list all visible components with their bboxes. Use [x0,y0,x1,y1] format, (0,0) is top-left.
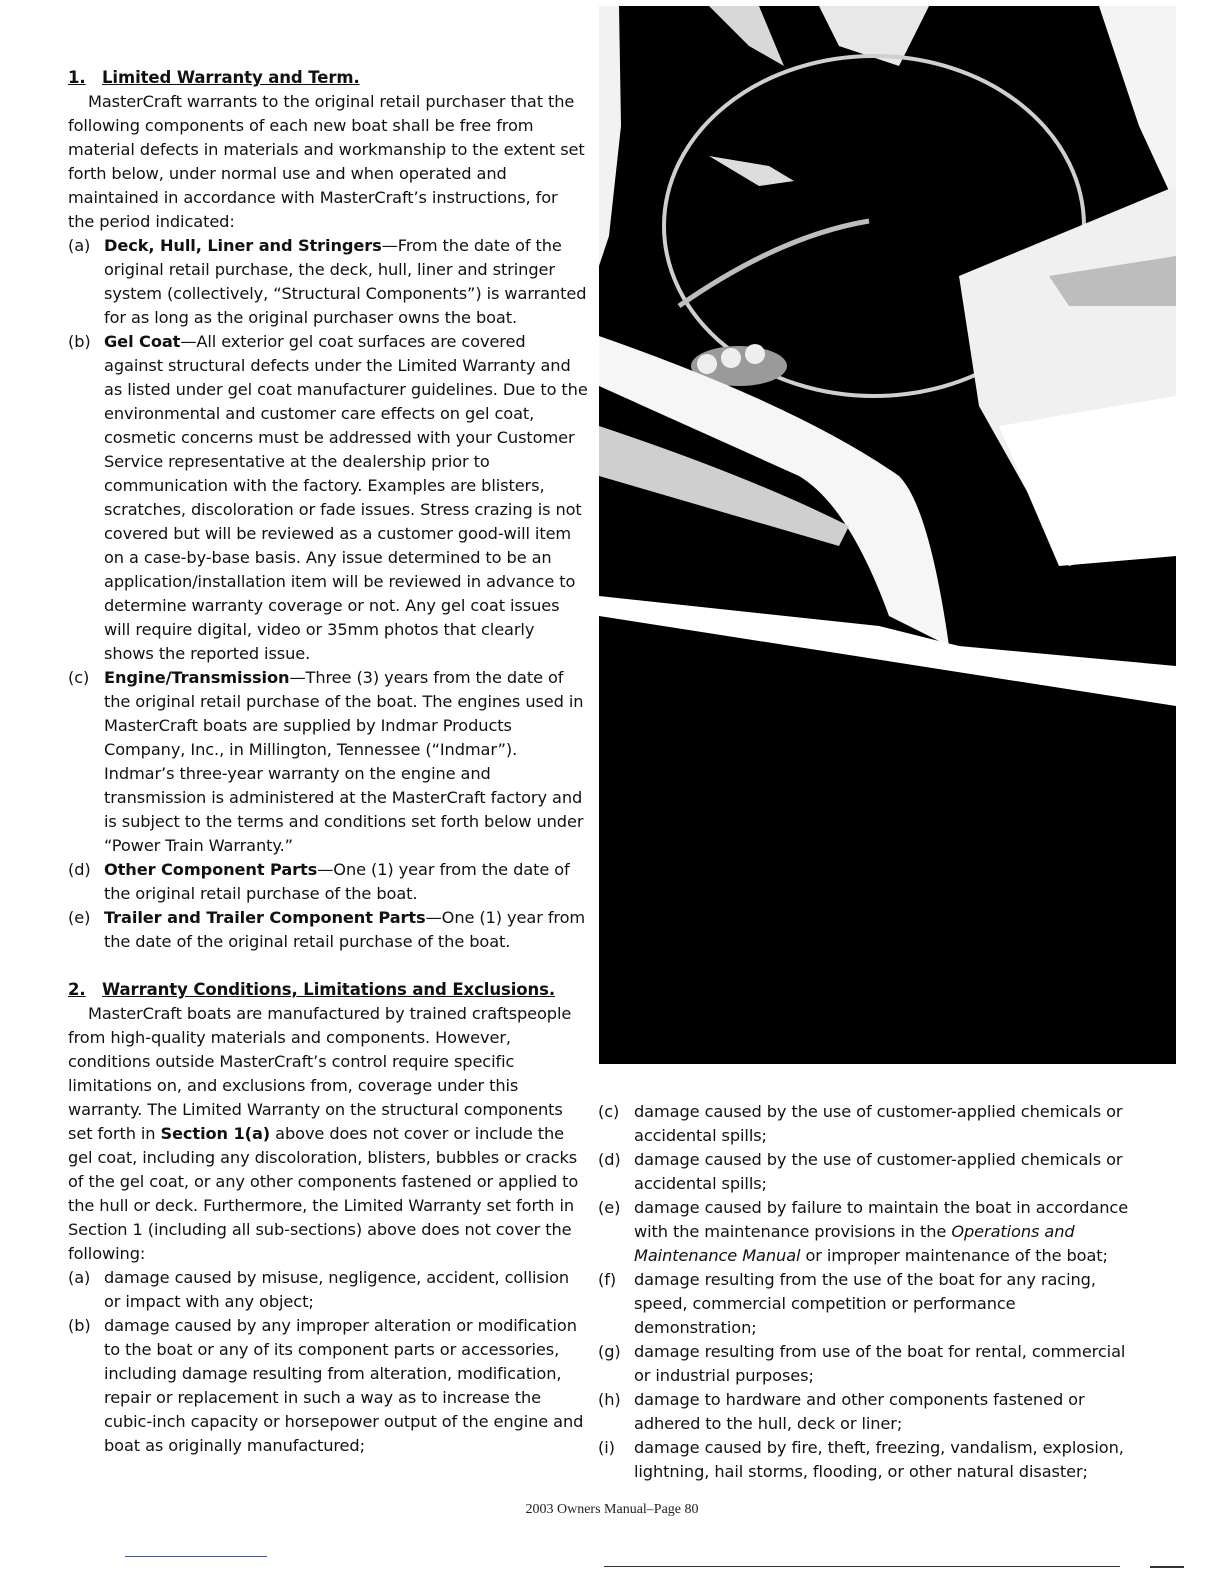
item-marker: (h) [598,1390,621,1409]
footer-rule-end [1150,1566,1184,1568]
item-text: damage caused by the use of customer-applied chemicals or accidental spills; [634,1150,1123,1193]
item-text: damage to hardware and other components fastened or adhered to the hull, deck or liner; [634,1390,1085,1433]
item-body [104,330,588,666]
exclusion-item-c [598,1100,1143,1148]
item-body [104,858,588,906]
item-text: damage resulting from the use of the boat for any racing, speed, commercial competition or performance demonstration; [634,1270,1096,1337]
item-marker: (i) [598,1438,615,1457]
item-text: —All exterior gel coat surfaces are covered against structural defects under the Limited Warranty and as listed under gel coat manufacturer guidelines. Due to the environmental and customer care effects on gel coat, cosmetic concerns must be addressed with your Customer Service representative at the dealership prior to communication with the factory. Examples are blisters, scratches, discoloration or fade issues. Stress crazing is not covered but will be reviewed as a customer good-will item on a case-by-base basis. Any issue determined to be an application/installation item will be reviewed in advance to determine warranty coverage or not. Any gel coat issues will require digital, video or 35mm photos that clearly shows the reported issue. [104,332,588,663]
item-text-part: damage caused by failure to maintain the boat in accordance with the maintenance provisions in the [634,1198,1129,1241]
item-marker: (e) [598,1198,621,1217]
item-marker: (f) [598,1270,617,1289]
item-text-part: or improper maintenance of the boat; [800,1246,1108,1265]
item-term: Other Component Parts [104,860,318,879]
warranty-item-c [68,666,588,858]
manual-title: Operations and Maintenance Manual [634,1222,1075,1265]
footer-link-rule [125,1556,267,1557]
exclusion-item-g [598,1340,1143,1388]
item-marker: (b) [68,332,91,351]
exclusion-item-b [68,1314,588,1458]
item-body [104,906,588,954]
exclusion-item-f [598,1268,1143,1340]
warranty-item-a [68,234,588,330]
intro-text: MasterCraft boats are manufactured by trained craftspeople from high-quality materials and components. However, conditions outside MasterCraft’s control require specific limitations on, and exclusions from, coverage under this warranty. The Limited Warranty on the structural components set forth in [68,1004,572,1143]
item-marker: (e) [68,908,91,927]
exclusion-item-d [598,1148,1143,1196]
item-text: —From the date of the original retail purchase, the deck, hull, liner and stringer system (collectively, “Structural Components”) is warranted for as long as the original purchaser owns the boat. [104,236,587,327]
item-text: —Three (3) years from the date of the original retail purchase of the boat. The engines used in MasterCraft boats are supplied by Indmar Products Company, Inc., in Millington, Tennessee (“Indmar”). Indmar’s three-year warranty on the engine and transmission is administered at the MasterCraft factory and is subject to the terms and conditions set forth below under “Power Train Warranty.” [104,668,584,855]
section-1-heading [68,66,588,90]
exclusion-item-h [598,1388,1143,1436]
section-2-number: 2. [68,980,86,999]
item-text: damage caused by the use of customer-applied chemicals or accidental spills; [634,1102,1123,1145]
item-marker: (c) [68,668,90,687]
boat-cockpit-photo [599,6,1176,1064]
item-text: damage resulting from use of the boat for rental, commercial or industrial purposes; [634,1342,1126,1385]
item-marker: (b) [68,1316,91,1335]
item-marker: (g) [598,1342,621,1361]
item-body [104,234,588,330]
warranty-item-e [68,906,588,954]
right-column [598,1100,1143,1484]
item-marker: (c) [598,1102,620,1121]
section-2-heading [68,978,588,1002]
item-text: damage caused by any improper alteration or modification to the boat or any of its component parts or accessories, including damage resulting from alteration, modification, repair or replacement in such a way as to increase the cubic-inch capacity or horsepower output of the engine and boat as originally manufactured; [104,1316,584,1455]
left-column [68,66,588,1458]
footer-rule [604,1566,1120,1567]
item-marker: (d) [598,1150,621,1169]
item-term: Engine/Transmission [104,668,290,687]
exclusion-item-i [598,1436,1143,1484]
exclusion-item-e [598,1196,1143,1268]
section-2-intro [68,1002,588,1266]
item-marker: (a) [68,1268,91,1287]
item-text [634,1196,1143,1268]
item-term: Gel Coat [104,332,181,351]
item-marker: (d) [68,860,91,879]
warranty-item-b [68,330,588,666]
page-footer: 2003 Owners Manual–Page 80 [525,1502,699,1517]
intro-text: above does not cover or include the gel coat, including any discoloration, blisters, bubbles or cracks of the gel coat, or any other components fastened or applied to the hull or deck. Furthermore, the Limited Warranty set forth in Section 1 (including all sub-sections) above does not cover the following: [68,1124,579,1263]
item-term: Deck, Hull, Liner and Stringers [104,236,382,255]
item-text: damage caused by fire, theft, freezing, vandalism, explosion, lightning, hail storms, flooding, or other natural disaster; [634,1438,1124,1481]
section-1-number: 1. [68,68,86,87]
section-1-intro: MasterCraft warrants to the original retail purchaser that the following components of each new boat shall be free from material defects in materials and workmanship to the extent set forth below, under normal use and when operated and maintained in accordance with MasterCraft’s instructions, for the period indicated: [68,92,585,231]
warranty-item-d [68,858,588,906]
item-term: Trailer and Trailer Component Parts [104,908,426,927]
item-text: —One (1) year from the date of the original retail purchase of the boat. [104,908,586,951]
item-body [104,666,588,858]
exclusion-item-a [68,1266,588,1314]
section-1-title: Limited Warranty and Term. [102,68,360,87]
section-reference: Section 1(a) [160,1124,271,1143]
item-marker: (a) [68,236,91,255]
item-text: —One (1) year from the date of the original retail purchase of the boat. [104,860,570,903]
item-text: damage caused by misuse, negligence, accident, collision or impact with any object; [104,1268,570,1311]
section-2-title: Warranty Conditions, Limitations and Exclusions. [102,980,556,999]
